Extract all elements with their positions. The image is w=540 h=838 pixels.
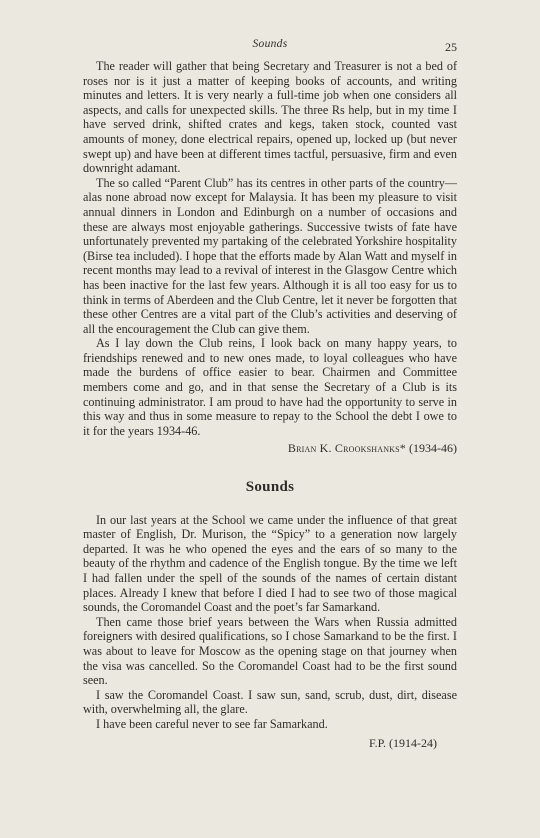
paragraph: I have been careful never to see far Samarkand. xyxy=(96,716,328,731)
section-title: Sounds xyxy=(245,479,295,496)
body-text xyxy=(83,59,457,750)
paragraph: In our last years at the School we came under the influence of that great master of English, Dr. Murison, the “Spicy” to a generation now largely departed. It was he who opened the eyes and the ears of so many to the beauty of the rhythm and cadence of the English tongue. By the time we left I had fallen under the spell of the sounds of the names of certain distant places. Already I knew that before I died I had to see two of those magical sounds, the Coromandel Coast and the poet’s far Samarkand. xyxy=(83,512,457,615)
author-signature xyxy=(83,441,457,456)
running-head: Sounds xyxy=(252,38,288,50)
paragraph: The reader will gather that being Secretary and Treasurer is not a bed of roses nor is it just a matter of keeping books of accounts, and writing minutes and letters. It is very nearly a full-time job when one considers all aspects, and calls for unexpected skills. The three Rs help, but in my time I have served drink, shifted crates and kegs, taken stock, counted vast amounts of money, done electrical repairs, opened up, locked up (but never swept up) and have been at different times tactful, persuasive, firm and even downright adamant. xyxy=(83,59,457,176)
paragraph: I saw the Coromandel Coast. I saw sun, sand, scrub, dust, dirt, disease with, overwhelming all, the glare. xyxy=(83,687,457,717)
paragraph: Then came those brief years between the Wars when Russia admitted foreigners with desired qualifications, so I chose Samarkand to be the first. I was about to leave for Moscow as the opening stage on that journey when the visa was cancelled. So the Coromandel Coast had to be the first sound seen. xyxy=(83,614,457,688)
author-years: (1934-46) xyxy=(409,441,457,456)
author-signature: F.P. (1914-24) xyxy=(368,735,437,750)
paragraph: The so called “Parent Club” has its centres in other parts of the country—alas none abroad now except for Malaysia. It has been my pleasure to visit annual dinners in London and Edinburgh on a number of occasions and these are always most enjoyable gatherings. Successive twists of fate have unfortunately prevented my partaking of the celebrated Yorkshire hospitality (Birse tea included). I hope that the efforts made by Alan Watt and myself in recent months may lead to a revival of interest in the Glasgow Centre which has been inactive for the last few years. Although it is all too easy for us to think in terms of Aberdeen and the Club Centre, let it never be forgotten that these other Centres are a vital part of the Club’s activities and deserving of all the encouragement the Club can give them. xyxy=(83,175,457,336)
paragraph: As I lay down the Club reins, I look back on many happy years, to friendships renewed and to new ones made, to loyal colleagues who have made the burdens of office easier to bear. Chairmen and Committee members come and go, and in that sense the Secretary of a Club is its continuing administrator. I am proud to have had the opportunity to serve in this way and thus in some measure to repay to the School the debt I owe to it for the years 1934-46. xyxy=(83,336,457,438)
author-name: Brian K. Crookshanks* xyxy=(287,441,406,456)
page-number: 25 xyxy=(445,40,457,54)
